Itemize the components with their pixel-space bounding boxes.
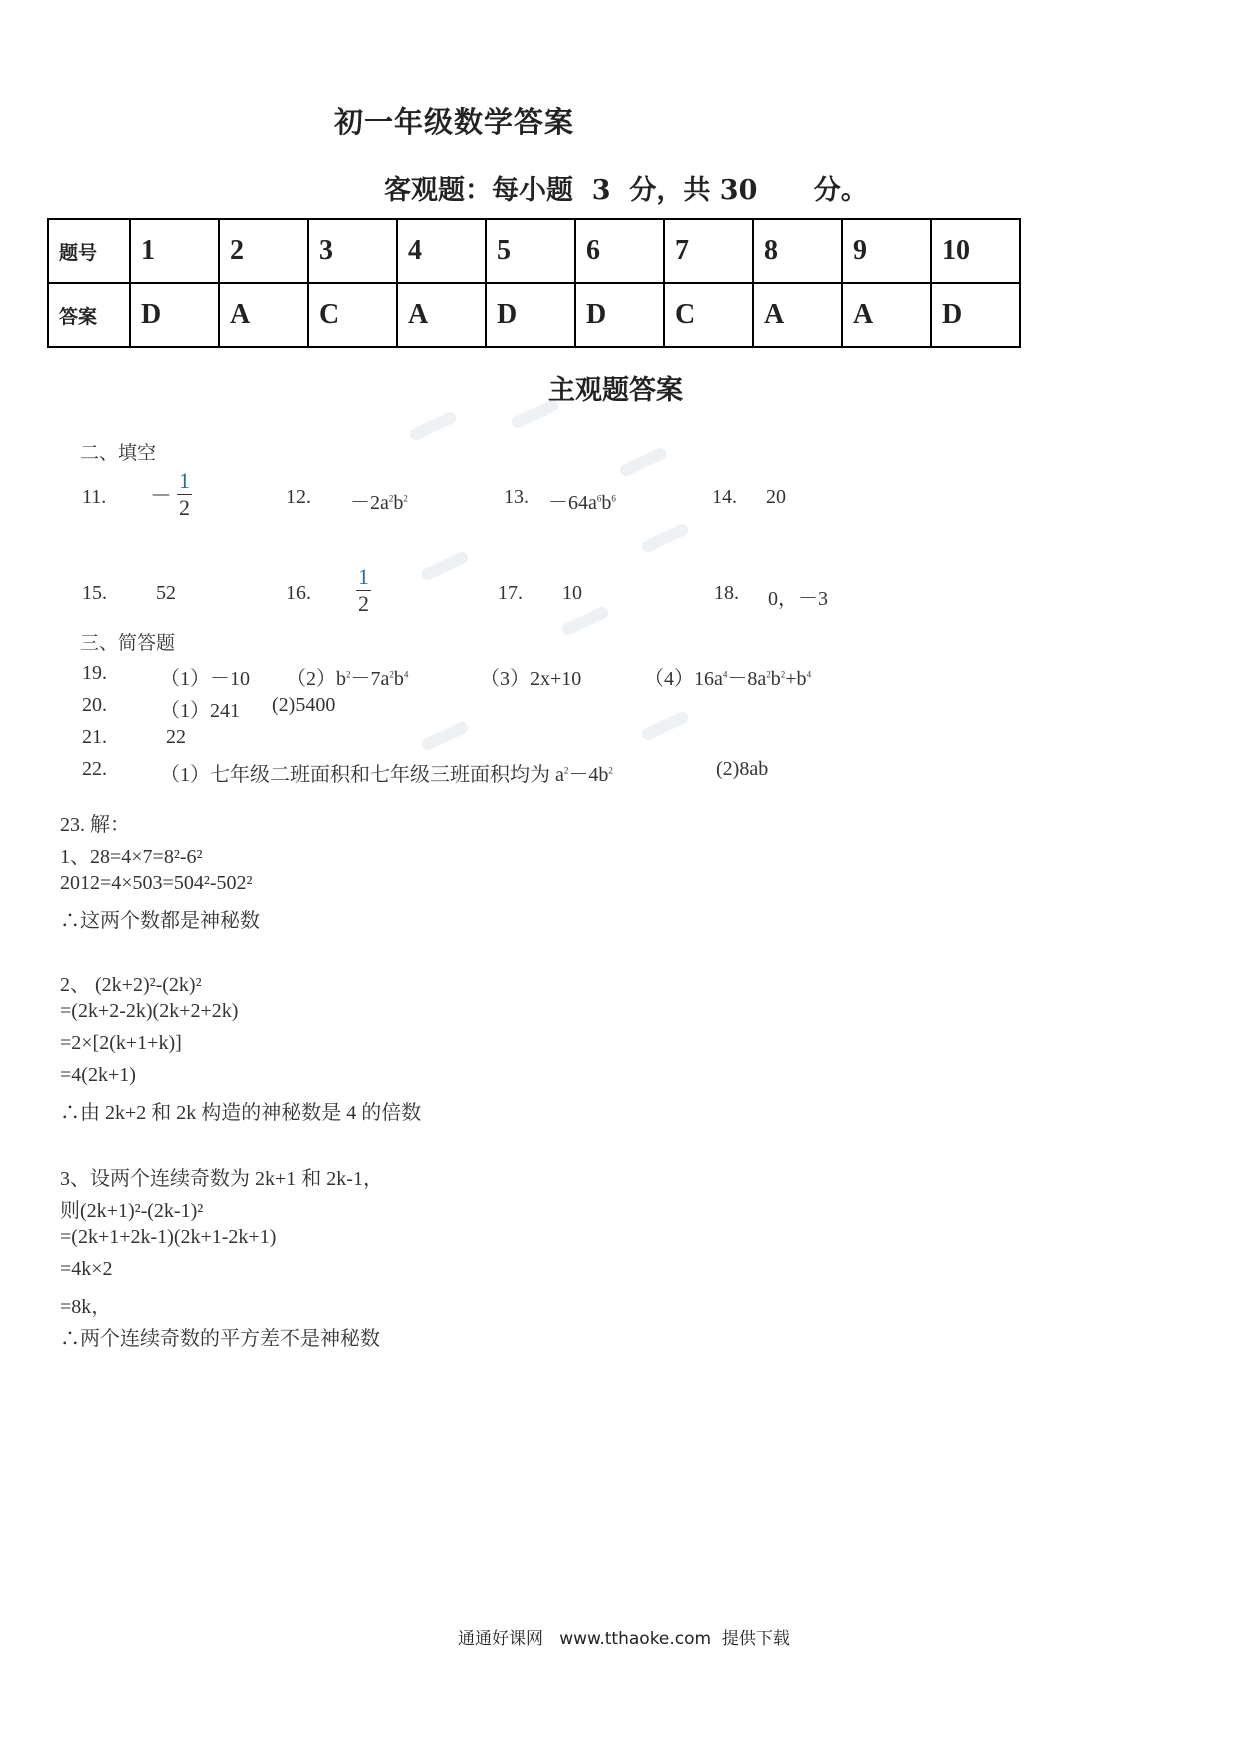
- q14-answer: 20: [766, 486, 786, 508]
- exponent: 2: [608, 765, 613, 776]
- objective-header: 客观题：每小题 3 分，共 30 分。: [384, 175, 868, 206]
- q20-part2: (2)5400: [272, 694, 336, 716]
- table-cell: A: [753, 283, 842, 347]
- q18-number: 18.: [714, 582, 739, 604]
- solution-line: =8k，: [60, 1296, 112, 1318]
- table-row: [48, 219, 1020, 283]
- exponent: 4: [403, 669, 409, 680]
- solution-line: =(2k+2-2k)(2k+2+2k): [60, 1000, 239, 1022]
- table-cell: 3: [308, 219, 397, 283]
- q22-part2: (2)8ab: [716, 758, 769, 780]
- q22-part1: [160, 758, 613, 787]
- q19-number: 19.: [82, 662, 107, 684]
- table-cell: C: [308, 283, 397, 347]
- solution-line: ∴由 2k+2 和 2k 构造的神秘数是 4 的倍数: [60, 1102, 422, 1124]
- q21-number: 21.: [82, 726, 107, 748]
- q16-answer: [356, 564, 371, 617]
- term: －64a: [548, 492, 597, 514]
- fill-heading: 二、填空: [80, 442, 157, 464]
- term: b: [393, 668, 404, 690]
- q16-number: 16.: [286, 582, 311, 604]
- watermark: [618, 446, 668, 478]
- solution-line: ∴这两个数都是神秘数: [60, 910, 260, 932]
- table-cell: D: [486, 283, 575, 347]
- solution-line: =2×[2(k+1+k)]: [60, 1032, 182, 1054]
- table-cell: D: [575, 283, 664, 347]
- term: （4）16a: [644, 668, 723, 690]
- table-cell: A: [219, 283, 308, 347]
- term: －7a: [350, 668, 390, 690]
- subjective-title: 主观题答案: [548, 375, 683, 406]
- q11-number: 11.: [82, 486, 107, 508]
- q19-part2: [286, 662, 408, 691]
- q15-number: 15.: [82, 582, 107, 604]
- exponent: 4: [722, 669, 728, 680]
- solution-line: 3、设两个连续奇数为 2k+1 和 2k-1，: [60, 1168, 383, 1190]
- watermark: [640, 710, 690, 742]
- exponent: 4: [806, 669, 812, 680]
- table-cell: 10: [931, 219, 1020, 283]
- solution-line: =(2k+1+2k-1)(2k+1-2k+1): [60, 1226, 277, 1248]
- q12-answer: [350, 486, 408, 515]
- table-cell: 8: [753, 219, 842, 283]
- numerator: 1: [179, 468, 191, 493]
- exponent: 2: [403, 493, 408, 504]
- q21-answer: 22: [166, 726, 186, 748]
- exponent: 6: [596, 493, 602, 504]
- fraction: [356, 564, 371, 617]
- minus-sign: －: [150, 483, 173, 508]
- q15-answer: 52: [156, 582, 176, 604]
- term: （1）七年级二班面积和七年级三班面积均为 a: [160, 764, 564, 786]
- exponent: 2: [389, 669, 394, 680]
- table-cell: A: [842, 283, 931, 347]
- watermark: [640, 522, 690, 554]
- exponent: 2: [563, 765, 569, 776]
- table-cell: D: [931, 283, 1020, 347]
- table-cell: 2: [219, 219, 308, 283]
- numerator: 1: [358, 564, 369, 589]
- denominator: 2: [358, 591, 369, 616]
- q17-answer: 10: [562, 582, 582, 604]
- exponent: 2: [766, 669, 771, 680]
- term: －2a: [350, 492, 389, 514]
- term: +b: [785, 668, 807, 690]
- table-cell: 6: [575, 219, 664, 283]
- exponent: 2: [780, 669, 786, 680]
- table-cell: 5: [486, 219, 575, 283]
- exponent: 2: [346, 669, 351, 680]
- watermark: [420, 550, 470, 582]
- table-cell: A: [397, 283, 486, 347]
- term: b: [393, 492, 404, 514]
- row-label: 题号: [48, 219, 130, 283]
- denominator: 2: [179, 495, 191, 520]
- q22-number: 22.: [82, 758, 107, 780]
- solution-line: 2、 (2k+2)²-(2k)²: [60, 974, 202, 996]
- watermark: [408, 410, 458, 442]
- fraction: [177, 468, 192, 521]
- term: －8a: [727, 668, 767, 690]
- table-cell: C: [664, 283, 753, 347]
- q20-part1: （1）241: [160, 700, 240, 722]
- term: －4b: [568, 764, 609, 786]
- answer-table: [47, 218, 1021, 348]
- q14-number: 14.: [712, 486, 737, 508]
- q11-answer: [150, 468, 192, 521]
- q13-number: 13.: [504, 486, 529, 508]
- q13-answer: [548, 486, 616, 515]
- solution-line: 1、28=4×7=8²-6²: [60, 846, 203, 868]
- row-label: 答案: [48, 283, 130, 347]
- table-cell: 1: [130, 219, 219, 283]
- q12-number: 12.: [286, 486, 311, 508]
- table-row: [48, 283, 1020, 347]
- term: b: [770, 668, 781, 690]
- solution-line: 23. 解：: [60, 814, 130, 836]
- short-answer-heading: 三、简答题: [80, 632, 176, 654]
- solution-line: =4k×2: [60, 1258, 113, 1280]
- table-cell: 9: [842, 219, 931, 283]
- q19-part3: （3）2x+10: [480, 668, 582, 690]
- table-cell: 7: [664, 219, 753, 283]
- solution-line: ∴两个连续奇数的平方差不是神秘数: [60, 1328, 380, 1350]
- solution-line: =4(2k+1): [60, 1064, 136, 1086]
- exponent: 2: [388, 493, 394, 504]
- term: b: [601, 492, 612, 514]
- term: （2）b: [286, 668, 346, 690]
- q18-answer: 0，－3: [768, 588, 828, 610]
- exponent: 6: [611, 493, 616, 504]
- table-cell: D: [130, 283, 219, 347]
- table-cell: 4: [397, 219, 486, 283]
- watermark: [420, 720, 470, 752]
- q17-number: 17.: [498, 582, 523, 604]
- page-title: 初一年级数学答案: [334, 105, 575, 139]
- watermark: [560, 605, 610, 637]
- solution-line: 则(2k+1)²-(2k-1)²: [60, 1200, 204, 1222]
- solution-line: 2012=4×503=504²-502²: [60, 872, 253, 894]
- footer-source: 通通好课网 www.tthaoke.com 提供下载: [458, 1629, 790, 1649]
- q20-number: 20.: [82, 694, 107, 716]
- q19-part4: [644, 662, 811, 691]
- q19-part1: （1）－10: [160, 668, 250, 690]
